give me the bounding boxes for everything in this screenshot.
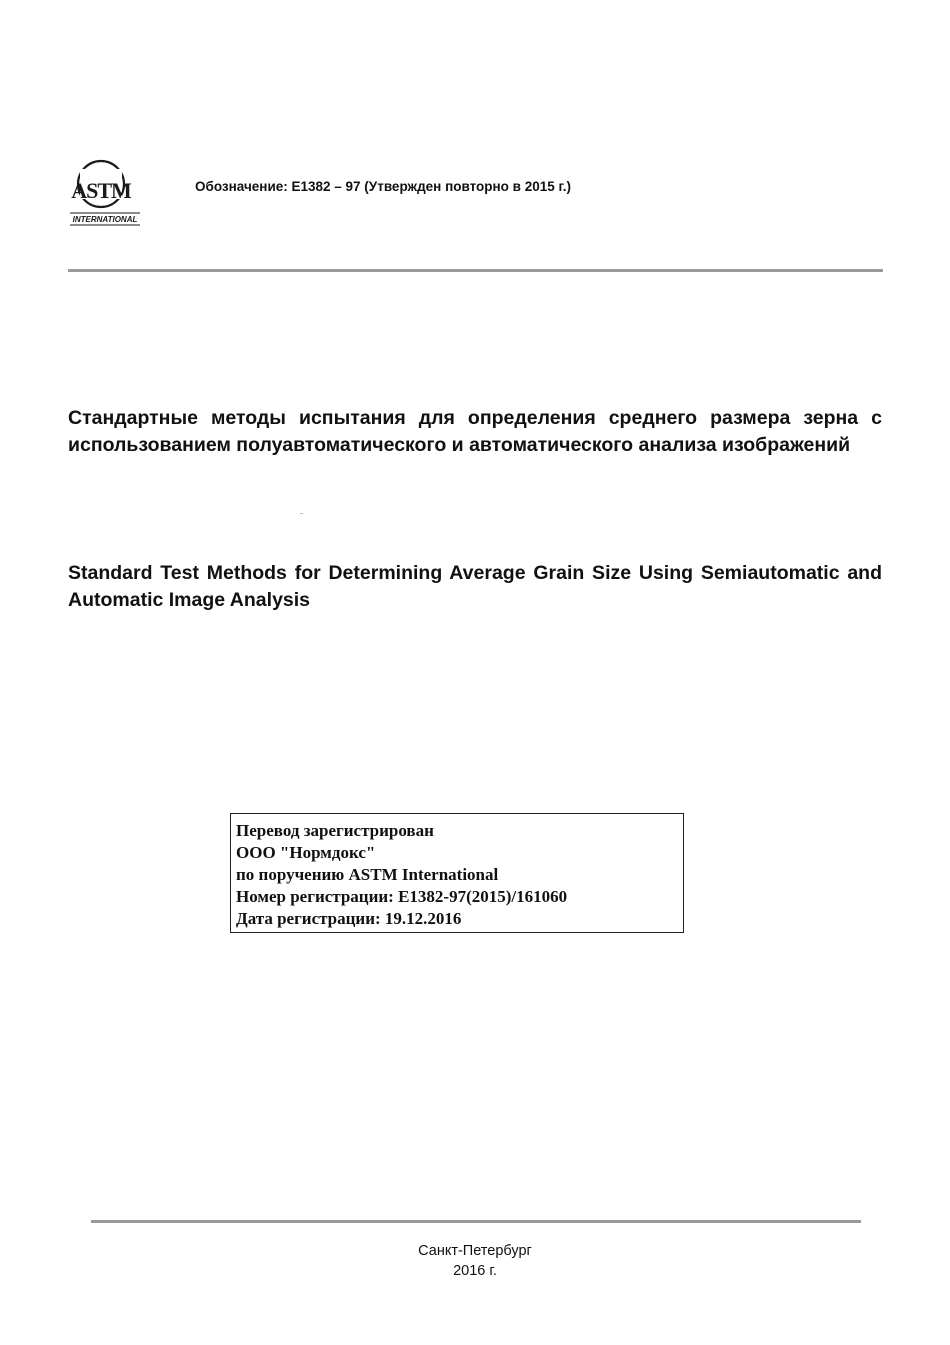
registration-number: Номер регистрации: E1382-97(2015)/161060 bbox=[236, 887, 568, 906]
registration-line-1: Перевод зарегистрирован bbox=[236, 821, 434, 840]
registration-date: Дата регистрации: 19.12.2016 bbox=[236, 909, 462, 928]
registration-box bbox=[230, 813, 684, 933]
designation: Обозначение: E1382 – 97 (Утвержден повторно в 2015 г.) bbox=[195, 179, 572, 194]
top-divider bbox=[68, 269, 883, 272]
footer-city: Санкт-Петербург bbox=[418, 1243, 532, 1259]
registration-line-3: по поручению ASTM International bbox=[236, 865, 499, 884]
astm-logo bbox=[66, 158, 144, 228]
bottom-divider bbox=[91, 1220, 861, 1223]
title-russian: Стандартные методы испытания для определения среднего размера зерна с использованием полуавтоматического и автоматического анализа изображений bbox=[68, 407, 882, 456]
stray-mark bbox=[300, 513, 303, 514]
footer-year: 2016 г. bbox=[453, 1263, 497, 1279]
registration-line-2: ООО "Нормдокс" bbox=[236, 843, 376, 862]
title-english: Standard Test Methods for Determining Average Grain Size Using Semiautomatic and Automatic Image Analysis bbox=[68, 562, 882, 611]
logo-subtext: INTERNATIONAL bbox=[72, 215, 138, 224]
logo-letters: ASTM bbox=[71, 178, 131, 203]
